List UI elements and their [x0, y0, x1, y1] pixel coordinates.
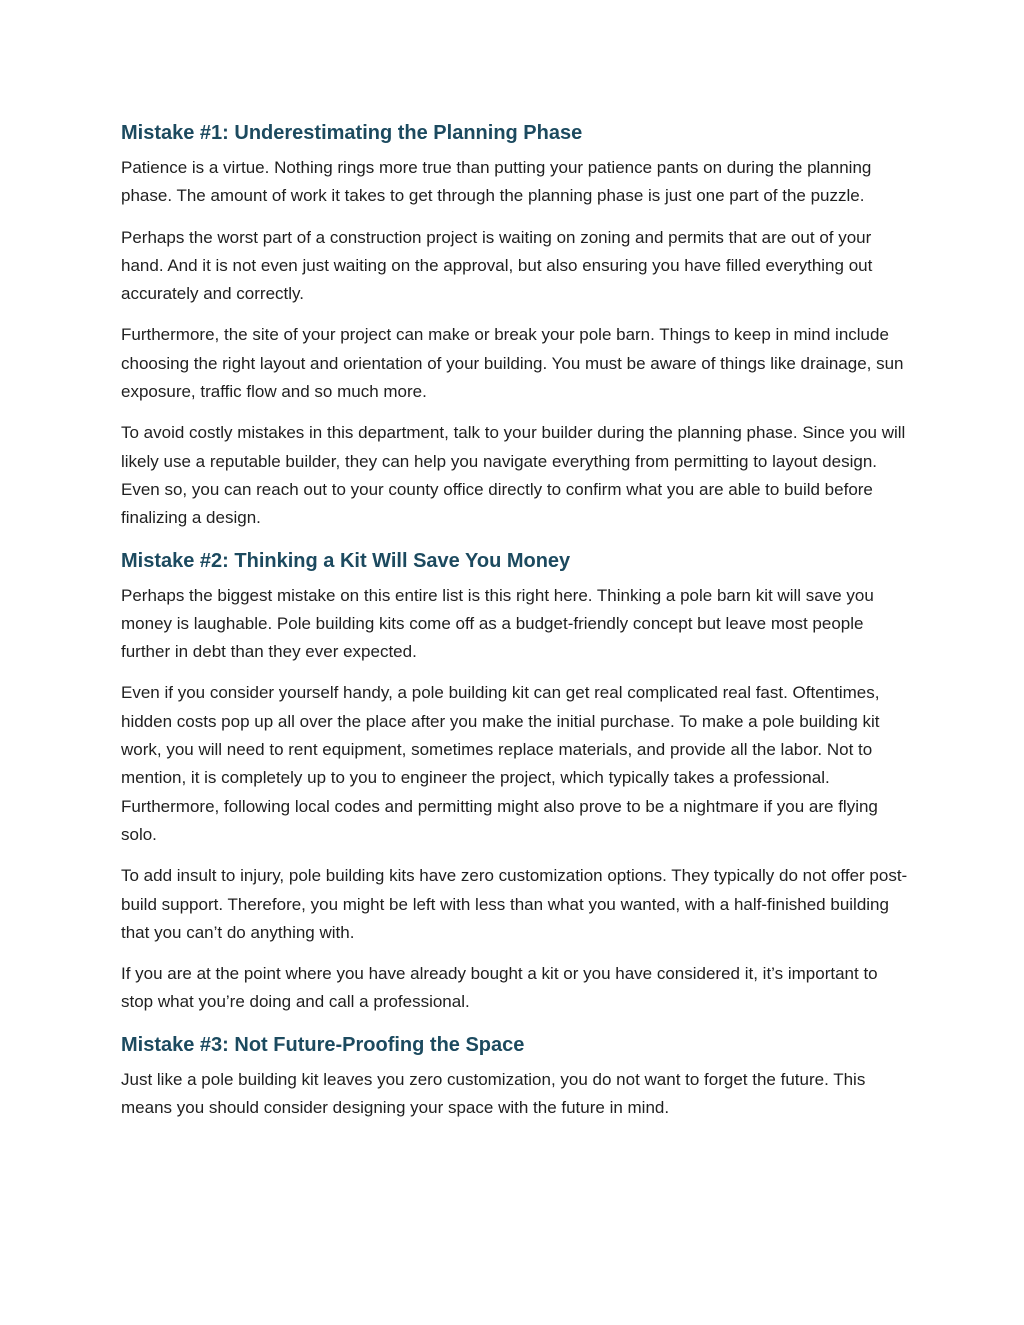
section-heading: Mistake #2: Thinking a Kit Will Save You Money — [121, 549, 571, 572]
paragraph: If you are at the point where you have already bought a kit or you have considered it, it’s important to stop what you’re doing and call a professional. — [121, 964, 878, 1012]
section-heading: Mistake #1: Underestimating the Planning Phase — [121, 122, 583, 144]
paragraph: Just like a pole building kit leaves you zero customization, you do not want to forget the future. This means you should consider designing your space with the future in mind. — [121, 1069, 866, 1118]
section-mistake-2 — [121, 546, 911, 1017]
section-heading: Mistake #3: Not Future-Proofing the Space — [121, 1033, 525, 1056]
paragraph: Perhaps the worst part of a construction project is waiting on zoning and permits that are out of your hand. And it is not even just waiting on the approval, but also ensuring you have filled everything out accurately and correctly. — [121, 227, 873, 304]
section-mistake-3 — [121, 1030, 911, 1123]
paragraph: Even if you consider yourself handy, a pole building kit can get real complicated real fast. Oftentimes, hidden costs pop up all over the place after you make the initial purchase. To make a pole building kit work, you will need to rent equipment, sometimes replace materials, and provide all the labor. Not to mention, it is completely up to you to engineer the project, which typically takes a professional. Furthermore, following local codes and permitting might also prove to be a nightmare if you are flying solo. — [121, 683, 880, 844]
paragraph: To avoid costly mistakes in this department, talk to your builder during the planning phase. Since you will likely use a reputable builder, they can help you navigate everything from permitting to layout design. Even so, you can reach out to your county office directly to confirm what you are able to build before finalizing a design. — [121, 423, 906, 528]
paragraph: Furthermore, the site of your project can make or break your pole barn. Things to keep in mind include choosing the right layout and orientation of your building. You must be aware of things like drainage, sun exposure, traffic flow and so much more. — [121, 325, 904, 402]
paragraph: Perhaps the biggest mistake on this entire list is this right here. Thinking a pole barn kit will save you money is laughable. Pole building kits come off as a budget-friendly concept but leave most people further in debt than they ever expected. — [121, 585, 874, 662]
paragraph: To add insult to injury, pole building kits have zero customization options. They typically do not offer post-build support. Therefore, you might be left with less than what you wanted, with a half-finished building that you can’t do anything with. — [121, 866, 908, 942]
section-mistake-1 — [121, 118, 911, 533]
paragraph: Patience is a virtue. Nothing rings more true than putting your patience pants on during the planning phase. The amount of work it takes to get through the planning phase is just one part of the puzzle. — [121, 158, 872, 206]
document-page — [121, 118, 911, 1135]
